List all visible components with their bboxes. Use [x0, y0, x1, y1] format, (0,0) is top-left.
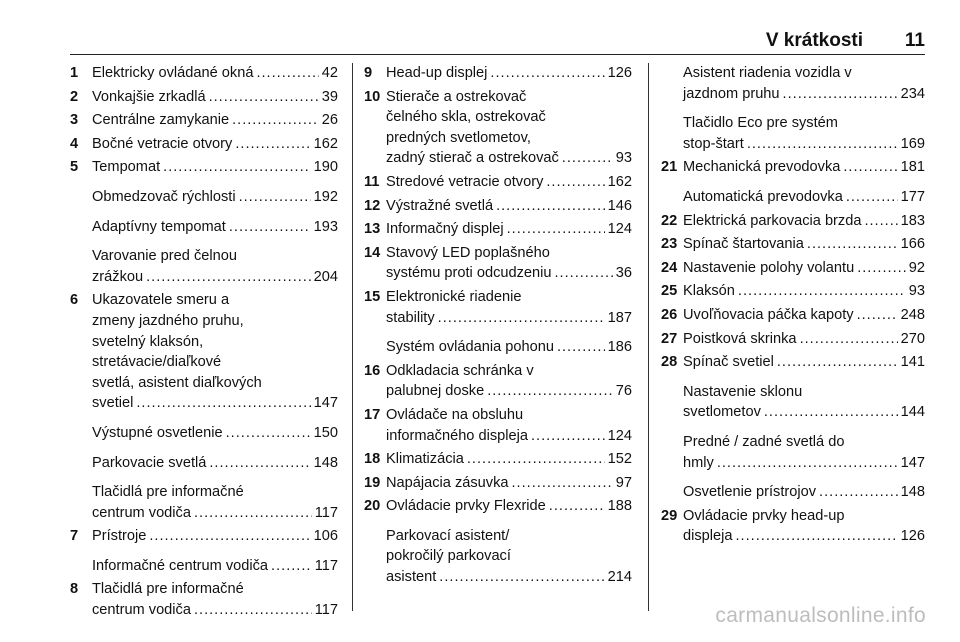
page-number: 11 — [904, 30, 925, 51]
entry-page-link[interactable]: 192 — [313, 188, 338, 205]
entry-text-line: Predné / zadné svetlá do — [683, 433, 845, 450]
index-entry — [364, 63, 632, 84]
entry-page-link[interactable]: 93 — [908, 283, 925, 300]
entry-text-line: hmly — [683, 454, 714, 471]
entry-text-line: Uvoľňovacia páčka kapoty — [683, 306, 854, 323]
index-entry — [661, 157, 925, 178]
dot-leader — [507, 219, 605, 240]
page-header — [70, 32, 925, 55]
dot-leader — [857, 305, 898, 326]
dot-leader — [194, 503, 312, 524]
entry-text-line: palubnej doske — [386, 383, 485, 400]
index-column-1 — [70, 63, 338, 621]
entry-text-line: Klimatizácia — [386, 451, 464, 468]
entry-page-link[interactable]: 148 — [313, 454, 338, 471]
entry-text-line: Elektrická parkovacia brzda — [683, 212, 862, 229]
entry-number: 1 — [70, 65, 79, 81]
dot-leader — [819, 482, 898, 503]
entry-text-line: Vonkajšie zrkadlá — [92, 88, 206, 105]
entry-text-line: Obmedzovač rýchlosti — [92, 188, 236, 205]
entry-page-link[interactable]: 106 — [313, 528, 338, 545]
entry-number: 6 — [70, 292, 79, 309]
entry-number: 14 — [364, 244, 381, 261]
entry-number: 11 — [364, 173, 380, 190]
entry-number: 22 — [661, 212, 678, 229]
entry-text-line: Ovládacie prvky head-up — [683, 507, 845, 524]
column-divider — [352, 63, 353, 611]
entry-text-line: Varovanie pred čelnou — [92, 248, 237, 265]
dot-leader — [163, 157, 311, 178]
entry-text-line: Parkovací asistent/ — [386, 527, 510, 544]
index-entry — [70, 482, 338, 523]
entry-number: 10 — [364, 88, 381, 105]
entry-text-line: Stavový LED poplašného — [386, 244, 550, 261]
entry-text-line: Spínač štartovania — [683, 236, 804, 253]
index-entry — [661, 187, 925, 208]
entry-number: 23 — [661, 236, 678, 253]
entry-number: 15 — [364, 288, 381, 305]
index-entry — [364, 87, 632, 169]
entry-page-link[interactable]: 36 — [615, 265, 632, 282]
dot-leader — [232, 110, 319, 131]
entry-page-link[interactable]: 117 — [314, 504, 338, 521]
dot-leader — [764, 402, 898, 423]
entry-page-link[interactable]: 190 — [313, 159, 338, 176]
entry-number: 17 — [364, 406, 381, 423]
entry-text-line: Poistková skrinka — [683, 330, 797, 347]
entry-text-line: Výstražné svetlá — [386, 197, 494, 214]
entry-text-line: predných svetlometov, — [386, 129, 531, 146]
index-entry — [364, 243, 632, 284]
index-entry — [70, 134, 338, 155]
entry-page-link[interactable]: 124 — [607, 221, 632, 238]
index-column-3 — [661, 63, 925, 547]
entry-number: 26 — [661, 306, 678, 323]
entry-page-link[interactable]: 124 — [607, 427, 632, 444]
entry-text-line: Elektronické riadenie — [386, 288, 522, 305]
dot-leader — [194, 600, 312, 621]
index-entry — [364, 196, 632, 217]
entry-text-line: Tlačidlá pre informačné — [92, 484, 244, 501]
index-entry — [70, 556, 338, 577]
entry-text-line: Napájacia zásuvka — [386, 474, 509, 491]
dot-leader — [807, 234, 898, 255]
index-entry — [70, 526, 338, 547]
entry-text-line: Ovládače na obsluhu — [386, 406, 524, 423]
entry-number: 5 — [70, 159, 79, 176]
entry-text-line: zrážkou — [92, 268, 144, 285]
index-entry — [661, 482, 925, 503]
entry-page-link[interactable]: 92 — [908, 259, 925, 276]
entry-number: 9 — [364, 65, 373, 81]
index-entry — [661, 305, 925, 326]
entry-page-link[interactable]: 150 — [313, 424, 338, 441]
dot-leader — [256, 63, 318, 84]
entry-text-line: jazdnom pruhu — [683, 85, 780, 102]
dot-leader — [149, 526, 310, 547]
index-entry — [364, 361, 632, 402]
index-entry — [661, 211, 925, 232]
entry-page-link[interactable]: 42 — [321, 65, 338, 81]
index-entry — [364, 405, 632, 446]
index-entry — [70, 87, 338, 108]
index-entry — [70, 453, 338, 474]
dot-leader — [800, 329, 898, 350]
entry-page-link[interactable]: 214 — [607, 569, 632, 586]
entry-text-line: zadný stierač a ostrekovač — [386, 150, 559, 167]
entry-number: 24 — [661, 259, 678, 276]
column-divider — [648, 63, 649, 611]
entry-page-link[interactable]: 181 — [900, 159, 925, 176]
entry-number: 18 — [364, 451, 381, 468]
entry-text-line: Nastavenie sklonu — [683, 383, 803, 400]
entry-text-line: Výstupné osvetlenie — [92, 424, 223, 441]
entry-number: 3 — [70, 112, 79, 129]
entry-page-link[interactable]: 126 — [607, 65, 632, 81]
entry-text-line: svetlá, asistent diaľkových — [92, 374, 262, 391]
entry-text-line: stability — [386, 309, 435, 326]
entry-page-link[interactable]: 141 — [900, 354, 925, 371]
entry-text-line: Asistent riadenia vozidla v — [683, 65, 852, 81]
entry-page-link[interactable]: 162 — [607, 173, 632, 190]
entry-page-link[interactable]: 148 — [900, 484, 925, 501]
entry-number: 12 — [364, 197, 381, 214]
entry-text-line: Mechanická prevodovka — [683, 159, 841, 176]
watermark: carmanualsonline.info — [715, 604, 926, 627]
entry-text-line: Ukazovatele smeru a — [92, 292, 230, 309]
index-entry — [70, 157, 338, 178]
entry-text-line: Parkovacie svetlá — [92, 454, 207, 471]
index-entry — [70, 423, 338, 444]
dot-leader — [857, 258, 906, 279]
entry-text-line: Klaksón — [683, 283, 735, 300]
entry-page-link[interactable]: 117 — [314, 557, 338, 574]
entry-number: 7 — [70, 528, 79, 545]
entry-text-line: informačného displeja — [386, 427, 528, 444]
index-entry — [364, 287, 632, 328]
dot-leader — [546, 172, 604, 193]
page-title: V krátkosti — [765, 30, 863, 51]
entry-text-line: Osvetlenie prístrojov — [683, 484, 817, 501]
entry-text-line: Adaptívny tempomat — [92, 218, 226, 235]
dot-leader — [512, 473, 613, 494]
entry-number: 21 — [661, 159, 678, 176]
index-entry — [661, 281, 925, 302]
entry-text-line: Elektricky ovládané okná — [92, 65, 254, 81]
dot-leader — [554, 263, 612, 284]
entry-text-line: svetelný klaksón, — [92, 333, 204, 350]
dot-leader — [549, 496, 605, 517]
entry-text-line: Bočné vetracie otvory — [92, 135, 233, 152]
entry-number: 19 — [364, 474, 381, 491]
dot-leader — [864, 211, 897, 232]
entry-page-link[interactable]: 39 — [321, 88, 338, 105]
index-entry — [364, 172, 632, 193]
entry-page-link[interactable]: 97 — [615, 474, 632, 491]
entry-text-line: Stredové vetracie otvory — [386, 173, 544, 190]
index-entry — [661, 113, 925, 154]
entry-text-line: Tlačidlá pre informačné — [92, 581, 244, 598]
dot-leader — [209, 453, 310, 474]
dot-leader — [467, 449, 605, 470]
dot-leader — [717, 453, 898, 474]
entry-text-line: centrum vodiča — [92, 504, 191, 521]
entry-page-link[interactable]: 117 — [314, 602, 338, 619]
dot-leader — [438, 308, 605, 329]
index-entry — [661, 352, 925, 373]
index-entry — [661, 329, 925, 350]
index-entry — [661, 382, 925, 423]
dot-leader — [738, 281, 906, 302]
index-entry — [70, 110, 338, 131]
entry-text-line: centrum vodiča — [92, 602, 191, 619]
dot-leader — [496, 196, 605, 217]
index-entry — [70, 63, 338, 84]
entry-page-link[interactable]: 146 — [607, 197, 632, 214]
dot-leader — [777, 352, 898, 373]
entry-text-line: Head-up displej — [386, 65, 488, 81]
dot-leader — [736, 526, 898, 547]
dot-leader — [209, 87, 319, 108]
dot-leader — [146, 267, 311, 288]
index-entry — [364, 337, 632, 358]
entry-text-line: Automatická prevodovka — [683, 188, 843, 205]
entry-number: 8 — [70, 581, 79, 598]
entry-page-link[interactable]: 248 — [900, 306, 925, 323]
entry-number: 13 — [364, 221, 381, 238]
entry-text-line: svetiel — [92, 395, 134, 412]
entry-text-line: Tlačidlo Eco pre systém — [683, 115, 838, 132]
entry-page-link[interactable]: 234 — [900, 85, 925, 102]
entry-number: 28 — [661, 354, 678, 371]
entry-page-link[interactable]: 166 — [900, 236, 925, 253]
index-entry — [364, 449, 632, 470]
dot-leader — [747, 134, 898, 155]
entry-text-line: stop-štart — [683, 135, 744, 152]
dot-leader — [271, 556, 312, 577]
entry-page-link[interactable]: 147 — [313, 395, 338, 412]
entry-text-line: Stierače a ostrekovač — [386, 88, 527, 105]
entry-text-line: stretávacie/diaľkové — [92, 354, 222, 371]
entry-page-link[interactable]: 26 — [321, 112, 338, 129]
entry-page-link[interactable]: 93 — [615, 150, 632, 167]
entry-page-link[interactable]: 147 — [900, 454, 925, 471]
entry-text-line: Spínač svetiel — [683, 354, 774, 371]
index-entry — [70, 579, 338, 620]
entry-page-link[interactable]: 204 — [313, 268, 338, 285]
index-entry — [70, 217, 338, 238]
entry-page-link[interactable]: 186 — [607, 339, 632, 356]
entry-text-line: pokročilý parkovací — [386, 548, 511, 565]
entry-number: 20 — [364, 498, 381, 515]
dot-leader — [783, 84, 898, 105]
entry-number: 25 — [661, 283, 678, 300]
index-entry — [661, 432, 925, 473]
index-entry — [364, 473, 632, 494]
index-entry — [661, 234, 925, 255]
entry-text-line: Centrálne zamykanie — [92, 112, 230, 129]
entry-text-line: svetlometov — [683, 404, 761, 421]
index-entry — [70, 290, 338, 414]
entry-text-line: systému proti odcudzeniu — [386, 265, 552, 282]
entry-text-line: Informačný displej — [386, 221, 504, 238]
entry-page-link[interactable]: 152 — [607, 451, 632, 468]
entry-text-line: Ovládacie prvky Flexride — [386, 498, 546, 515]
entry-number: 2 — [70, 88, 79, 105]
entry-page-link[interactable]: 162 — [313, 135, 338, 152]
entry-text-line: čelného skla, ostrekovač — [386, 109, 546, 126]
index-column-2 — [364, 63, 632, 588]
entry-number: 27 — [661, 330, 678, 347]
entry-text-line: displeja — [683, 528, 733, 545]
entry-text-line: zmeny jazdného pruhu, — [92, 312, 244, 329]
dot-leader — [439, 567, 604, 588]
entry-text-line: Odkladacia schránka v — [386, 362, 534, 379]
dot-leader — [562, 148, 613, 169]
index-entry — [661, 506, 925, 547]
entry-page-link[interactable]: 183 — [900, 212, 925, 229]
entry-number: 29 — [661, 507, 678, 524]
index-entry — [661, 63, 925, 104]
dot-leader — [239, 187, 311, 208]
index-entry — [70, 246, 338, 287]
dot-leader — [490, 63, 604, 84]
dot-leader — [229, 217, 311, 238]
entry-page-link[interactable]: 188 — [607, 498, 632, 515]
dot-leader — [487, 381, 613, 402]
entry-page-link[interactable]: 169 — [900, 135, 925, 152]
dot-leader — [846, 187, 898, 208]
index-entry — [364, 526, 632, 588]
entry-text-line: asistent — [386, 569, 437, 586]
entry-text-line: Tempomat — [92, 159, 161, 176]
entry-page-link[interactable]: 76 — [615, 383, 632, 400]
dot-leader — [557, 337, 605, 358]
entry-number: 16 — [364, 362, 381, 379]
dot-leader — [843, 157, 897, 178]
index-entry — [364, 496, 632, 517]
entry-page-link[interactable]: 177 — [900, 188, 925, 205]
entry-page-link[interactable]: 270 — [900, 330, 925, 347]
entry-page-link[interactable]: 193 — [313, 218, 338, 235]
entry-text-line: Systém ovládania pohonu — [386, 339, 554, 356]
entry-page-link[interactable]: 187 — [607, 309, 632, 326]
entry-text-line: Informačné centrum vodiča — [92, 557, 269, 574]
entry-text-line: Prístroje — [92, 528, 147, 545]
dot-leader — [531, 426, 605, 447]
dot-leader — [235, 134, 310, 155]
entry-page-link[interactable]: 144 — [900, 404, 925, 421]
index-entry — [661, 258, 925, 279]
index-entry — [364, 219, 632, 240]
entry-text-line: Nastavenie polohy volantu — [683, 259, 855, 276]
entry-number: 4 — [70, 135, 79, 152]
entry-page-link[interactable]: 126 — [900, 528, 925, 545]
dot-leader — [226, 423, 311, 444]
dot-leader — [136, 393, 310, 414]
index-entry — [70, 187, 338, 208]
